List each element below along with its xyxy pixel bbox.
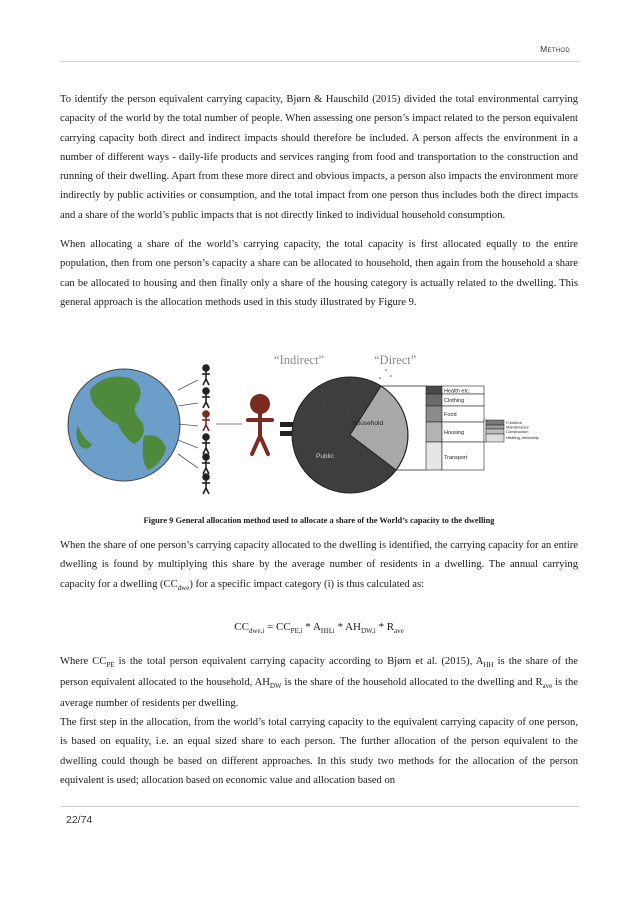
- direct-dots: [379, 369, 392, 379]
- person-icon: [202, 388, 210, 408]
- arrows-to-people: [178, 380, 198, 468]
- p4-t1: Where CC: [60, 656, 107, 667]
- p4-s3: DW: [269, 682, 282, 691]
- p4-s4: ave: [542, 682, 553, 691]
- bar-label-transport: Transport: [444, 455, 468, 461]
- page-number: 22/74: [66, 814, 93, 826]
- p3-part-b: ) for a specific impact category (i) is thus calculated as:: [189, 578, 425, 590]
- figure-caption: Figure 9 General allocation method used to allocate a share of the World’s capacity to the dwelling: [143, 516, 495, 525]
- label-indirect: “Indirect”: [274, 353, 324, 367]
- eq-cc-sub: dwe,i: [248, 627, 265, 636]
- people-column: [202, 365, 210, 494]
- household-bar: [426, 386, 484, 470]
- housing-seg-furniture: [486, 420, 504, 425]
- p4-t2: is the total person equivalent carrying capacity according to Bjørn et al. (2015), A: [114, 656, 484, 667]
- paragraph-2: [60, 235, 578, 312]
- p4-s2: HH: [483, 661, 494, 670]
- bar-label-housing: Housing: [444, 430, 465, 436]
- paragraph-3: [60, 536, 578, 598]
- housing-detail-bar: [484, 420, 539, 442]
- bar-seg-health: [426, 386, 442, 394]
- section-header-text: Method: [540, 44, 570, 54]
- bar-seg-housing: [426, 422, 442, 442]
- person-icon: [202, 434, 210, 454]
- paragraph-4: [60, 653, 578, 713]
- eq-cc: CC: [234, 621, 249, 633]
- eq-r-sub: ave: [394, 627, 404, 636]
- housing-seg-maintenance: [486, 425, 504, 429]
- pie-label-public: Public: [316, 453, 334, 460]
- person-icon: [202, 474, 210, 494]
- eq-a-sub: HH,i: [320, 627, 335, 636]
- footer-divider: [60, 806, 580, 807]
- bar-label-health: Health etc.: [444, 388, 471, 395]
- paragraph-4-text: [60, 653, 578, 713]
- housing-label-furniture: Furniture: [506, 420, 523, 425]
- eq-ah: * AH: [334, 621, 361, 633]
- housing-label-heating: Heating, electricity: [506, 435, 539, 440]
- p4-t3: is the share of the person equivalent allocated to the household, AH: [60, 656, 578, 689]
- header-divider: [60, 61, 580, 62]
- globe-icon: [68, 369, 180, 481]
- figure-9-allocation-diagram: [60, 340, 580, 500]
- paragraph-2-text: When allocating a share of the world’s carrying capacity, the total capacity is first allocated equally to the entire population, then from one person’s capacity a share can be allocated to household, then again from the household a share can be allocated to housing and then finally only a share of the housing category is actually related to the dwelling. This general approach is the allocation methods used in this study illustrated by Figure 9.: [60, 239, 578, 308]
- p4-t4: is the share of the household allocated to the dwelling and R: [281, 677, 543, 689]
- pie-chart: [292, 369, 408, 493]
- eq-cc-pe-sub: PE,i: [290, 627, 303, 636]
- person-icon: [202, 365, 210, 385]
- eq-cc-pe: = CC: [264, 621, 291, 633]
- eq-ah-sub: DW,i: [360, 627, 376, 636]
- paragraph-5-text: The first step in the allocation, from the world’s total carrying capacity to the equivalent carrying capacity of one person, is based on equality, i.e. an equal sized share to each person. The further allocation of the person equivalent to the dwelling could though be based on different approaches. In this study two methods for the allocation of the person equivalent is used; allocation based on economic value and allocation based on: [60, 717, 578, 786]
- pie-label-household: Household: [352, 420, 384, 427]
- bar-label-food: Food: [444, 412, 457, 418]
- paragraph-1: [60, 90, 578, 225]
- big-person-icon: [248, 396, 272, 454]
- label-direct: “Direct”: [374, 353, 417, 367]
- paragraph-1-text: To identify the person equivalent carrying capacity, Bjørn & Hauschild (2015) divided the total environmental carrying capacity of the world by the total number of people. When assessing one person’s impact related to the person equivalent carrying capacity both direct and indirect impacts should therefore be included. A person affects the environment in a number of different ways - daily-life products and services ranging from food and transportation to the construction and running of their dwelling. Apart from these more direct and obvious impacts, a person also impacts the environment more indirectly by public activities or consumption, and the total impact from one person thus includes both the direct impacts and a share of the world’s public impacts that is not directly linked to individual household consumption.: [60, 94, 578, 221]
- bar-label-clothing: Clothing: [444, 398, 465, 404]
- eq-r: * R: [375, 621, 395, 633]
- p3-part-a: When the share of one person’s carrying capacity allocated to the dwelling is identified, the carrying capacity for an entire dwelling is found by multiplying this share by the average number of residents in a dwelling. The annual carrying capacity for a dwelling (CC: [60, 540, 578, 590]
- section-header: [540, 44, 570, 54]
- paragraph-5: [60, 713, 578, 790]
- person-icon: [202, 454, 210, 474]
- p3-sub: dwe: [177, 583, 190, 592]
- eq-a: * A: [302, 621, 321, 633]
- person-icon-highlight: [202, 411, 210, 431]
- bar-seg-clothing: [426, 394, 442, 406]
- housing-label-construction: Construction: [506, 429, 529, 434]
- housing-seg-construction: [486, 429, 504, 434]
- p4-t5: is the average number of residents per dwelling.: [60, 677, 578, 710]
- bar-seg-food: [426, 406, 442, 422]
- p4-s1: PE: [106, 661, 115, 670]
- housing-label-maintenance: Maintenance: [506, 424, 529, 430]
- bar-seg-transport: [426, 442, 442, 470]
- housing-seg-heating: [486, 434, 504, 442]
- paragraph-3-text: [60, 536, 578, 598]
- allocation-equation: [0, 621, 638, 635]
